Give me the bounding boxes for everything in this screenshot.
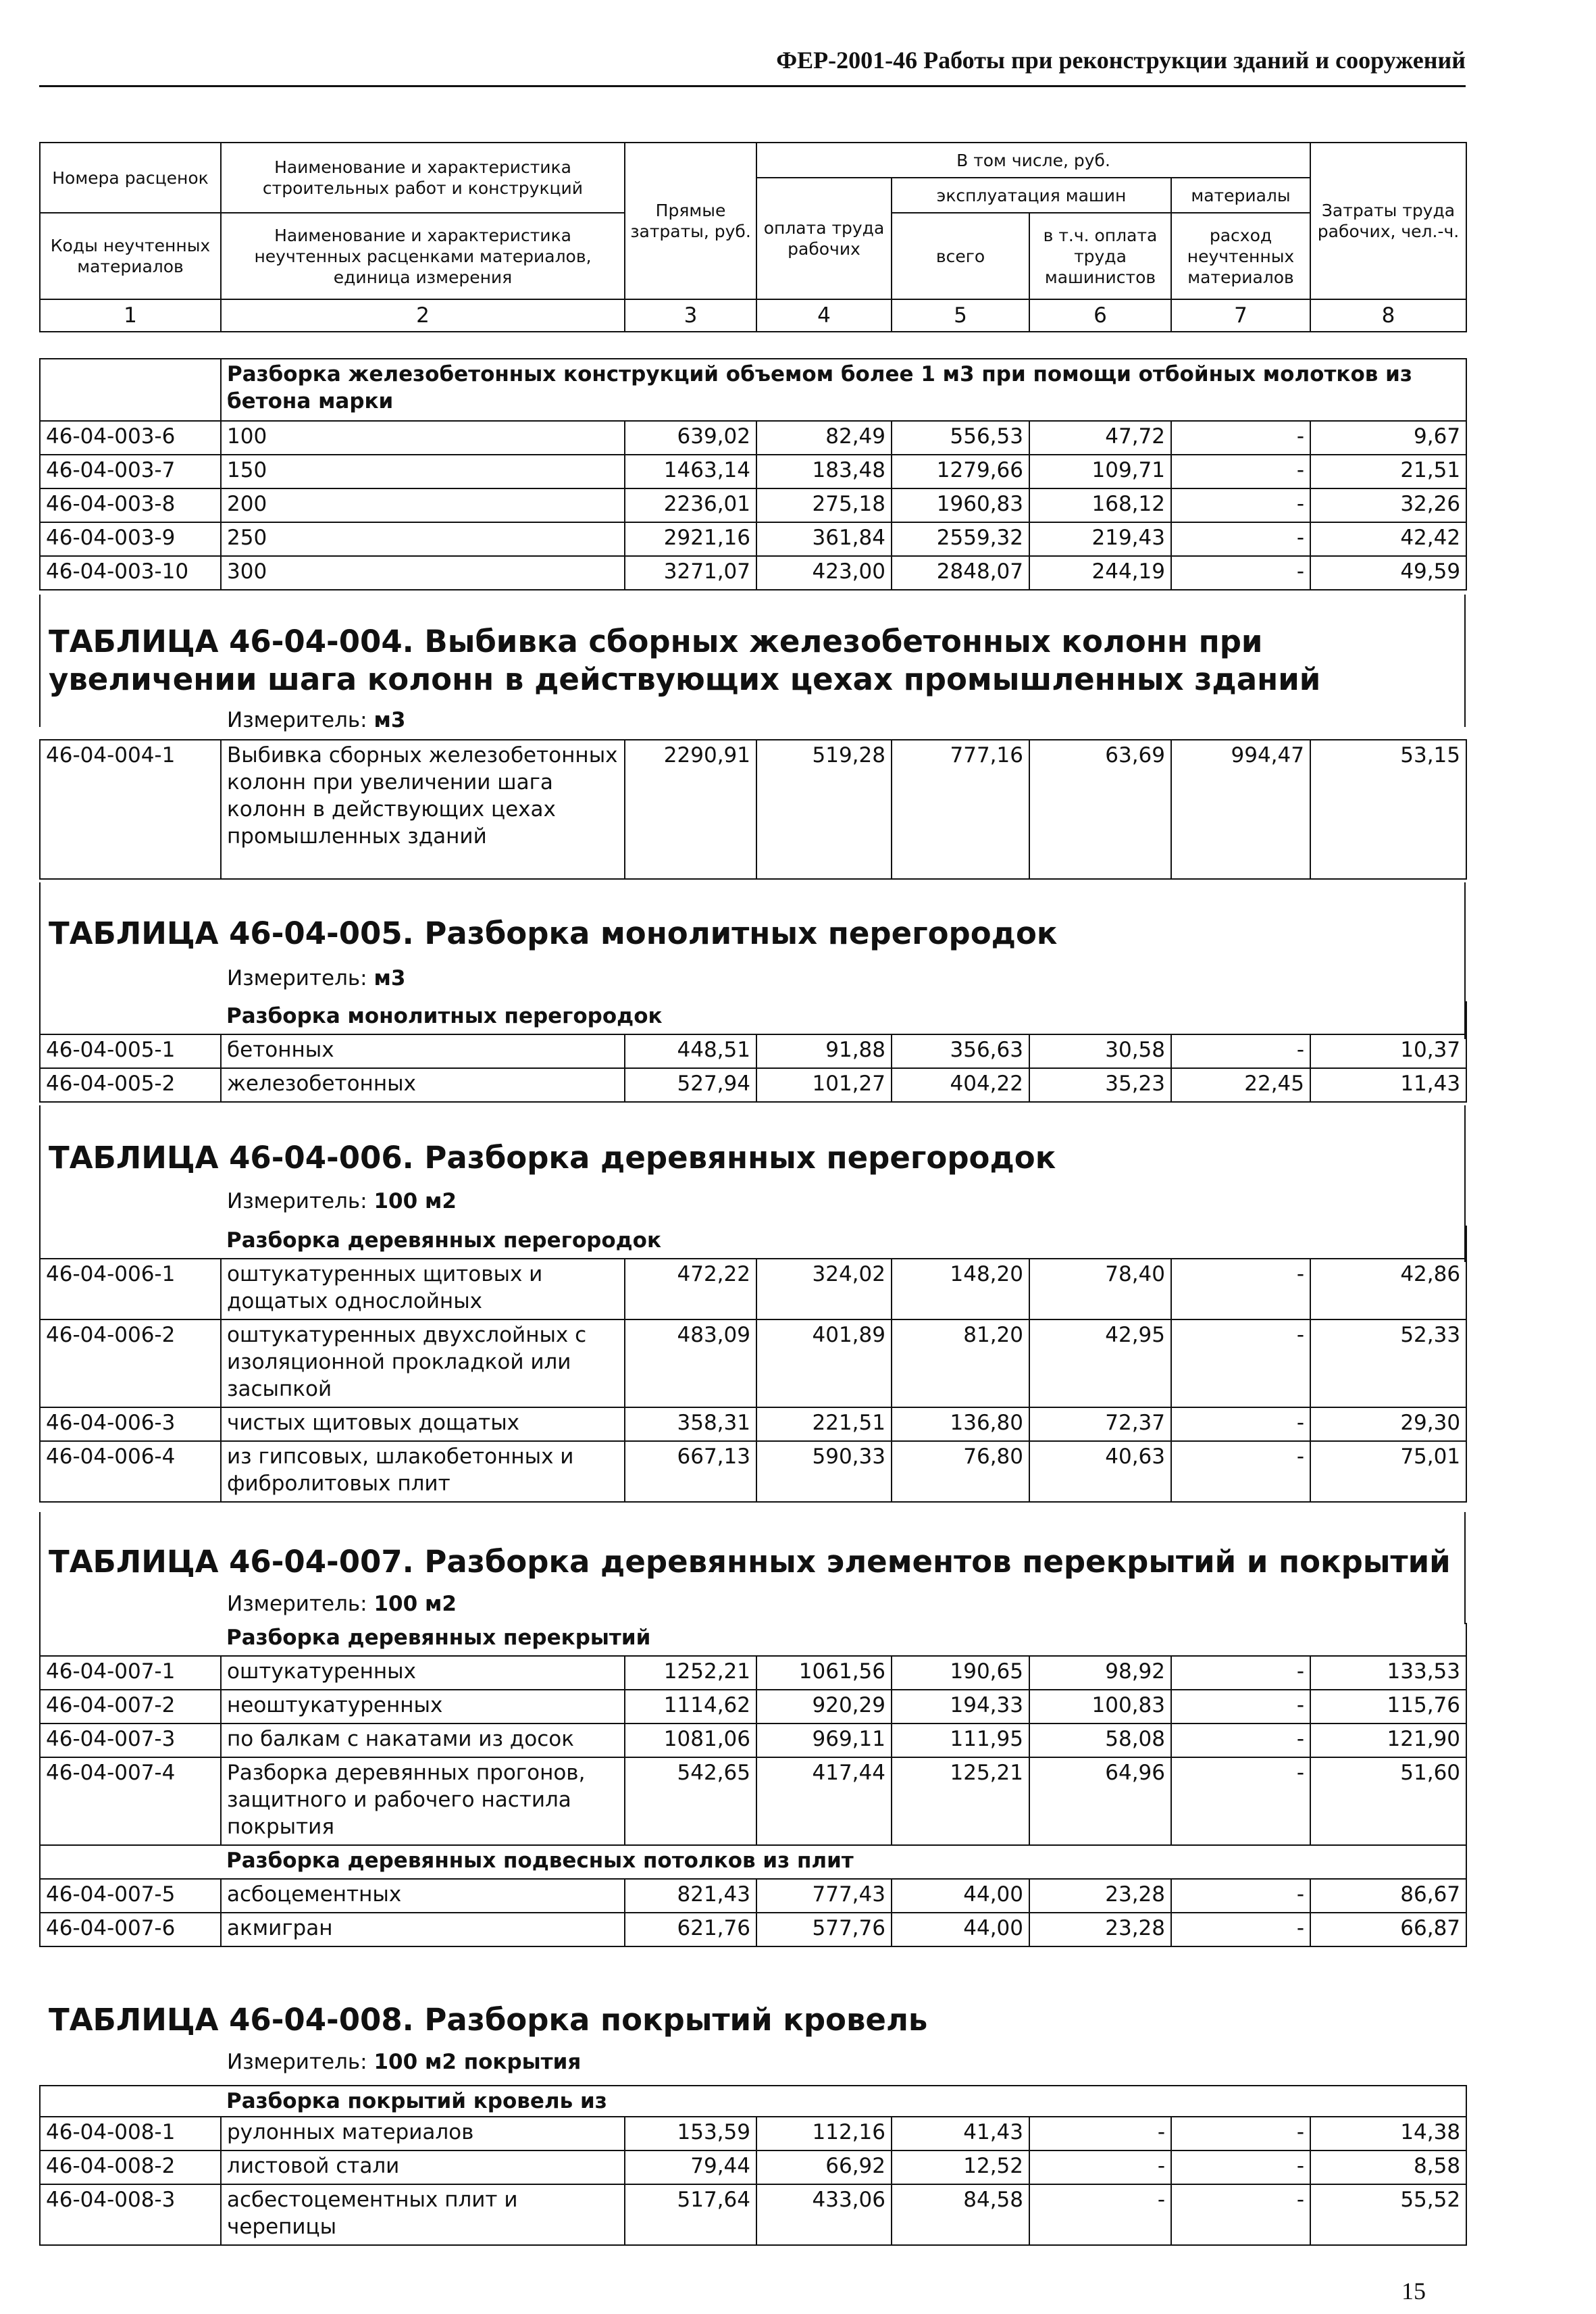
labor-pay-value: 82,49 — [756, 421, 892, 455]
machinists-pay-value: 35,23 — [1029, 1068, 1171, 1102]
rate-name: акмигран — [221, 1913, 625, 1946]
header-unaccounted-name: Наименование и характеристика неучтенных расценками материалов, единица измерения — [221, 213, 625, 299]
rate-name: оштукатуренных щитовых и дощатых однослойных — [221, 1259, 625, 1319]
direct-costs-value: 1252,21 — [625, 1656, 756, 1690]
direct-costs-value: 153,59 — [625, 2117, 756, 2150]
table-row — [40, 1724, 1466, 1757]
materials-value: - — [1171, 1913, 1310, 1946]
table-008 — [39, 2085, 1467, 2246]
unit-label: Измеритель: — [227, 2050, 367, 2074]
table-005 — [39, 1001, 1467, 1103]
table-006-heading: ТАБЛИЦА 46-04-006. Разборка деревянных перегородок — [49, 1140, 1056, 1176]
table-005-heading: ТАБЛИЦА 46-04-005. Разборка монолитных перегородок — [49, 915, 1058, 951]
materials-value: - — [1171, 556, 1310, 590]
table-row — [40, 455, 1466, 488]
rate-code: 46-04-004-1 — [40, 740, 221, 879]
rate-code: 46-04-007-1 — [40, 1656, 221, 1690]
unit-value: 100 м2 — [374, 1189, 457, 1213]
rate-name: неоштукатуренных — [221, 1690, 625, 1724]
labor-pay-value: 324,02 — [756, 1259, 892, 1319]
rate-name: 200 — [221, 488, 625, 522]
labor-hours-value: 121,90 — [1310, 1724, 1466, 1757]
rate-name: оштукатуренных двухслойных с изоляционной прокладкой или засыпкой — [221, 1319, 625, 1407]
header-rate-numbers: Номера расценок — [40, 143, 221, 213]
materials-value: - — [1171, 455, 1310, 488]
materials-value: - — [1171, 1724, 1310, 1757]
direct-costs-value: 448,51 — [625, 1034, 756, 1068]
materials-value: - — [1171, 1656, 1310, 1690]
labor-hours-value: 53,15 — [1310, 740, 1466, 879]
machines-total-value: 356,63 — [892, 1034, 1029, 1068]
frame-line — [1464, 1512, 1466, 1624]
machines-total-value: 2848,07 — [892, 556, 1029, 590]
rate-code: 46-04-007-6 — [40, 1913, 221, 1946]
machinists-pay-value: 23,28 — [1029, 1879, 1171, 1913]
header-unaccounted-codes: Коды неучтенных материалов — [40, 213, 221, 299]
rate-name: рулонных материалов — [221, 2117, 625, 2150]
labor-pay-value: 91,88 — [756, 1034, 892, 1068]
labor-pay-value: 275,18 — [756, 488, 892, 522]
table-row — [40, 740, 1466, 879]
table-004-heading: ТАБЛИЦА 46-04-004. Выбивка сборных железобетонных колонн при увеличении шага колонн в действующих цехах промышленных зданий — [49, 624, 1321, 697]
rate-code: 46-04-003-8 — [40, 488, 221, 522]
rate-code: 46-04-005-2 — [40, 1068, 221, 1102]
table-row — [40, 1407, 1466, 1441]
labor-pay-value: 221,51 — [756, 1407, 892, 1441]
rate-code: 46-04-003-9 — [40, 522, 221, 556]
machinists-pay-value: 42,95 — [1029, 1319, 1171, 1407]
table-row — [40, 2117, 1466, 2150]
header-machinist-pay: в т.ч. оплата труда машинистов — [1029, 213, 1171, 299]
table-008-heading: ТАБЛИЦА 46-04-008. Разборка покрытий кровель — [49, 2002, 928, 2038]
labor-hours-value: 55,52 — [1310, 2184, 1466, 2245]
machines-total-value: 84,58 — [892, 2184, 1029, 2245]
column-number: 7 — [1171, 299, 1310, 332]
labor-hours-value: 49,59 — [1310, 556, 1466, 590]
labor-hours-value: 8,58 — [1310, 2150, 1466, 2184]
machinists-pay-value: 47,72 — [1029, 421, 1171, 455]
unit-value: 100 м2 покрытия — [374, 2050, 582, 2074]
labor-hours-value: 29,30 — [1310, 1407, 1466, 1441]
rate-code: 46-04-007-5 — [40, 1879, 221, 1913]
direct-costs-value: 1114,62 — [625, 1690, 756, 1724]
machinists-pay-value: 40,63 — [1029, 1441, 1171, 1502]
direct-costs-value: 821,43 — [625, 1879, 756, 1913]
machines-total-value: 556,53 — [892, 421, 1029, 455]
table-row — [40, 421, 1466, 455]
rate-code: 46-04-008-2 — [40, 2150, 221, 2184]
table-row — [40, 1690, 1466, 1724]
column-number: 8 — [1310, 299, 1466, 332]
table-row — [40, 1259, 1466, 1319]
table-row — [40, 1656, 1466, 1690]
labor-pay-value: 423,00 — [756, 556, 892, 590]
section-003-title: Разборка железобетонных конструкций объемом более 1 м3 при помощи отбойных молотков из бетона марки — [221, 359, 1466, 421]
column-number: 6 — [1029, 299, 1171, 332]
table-row — [40, 1034, 1466, 1068]
unit-value: м3 — [374, 708, 406, 732]
header-labor-costs: Затраты труда рабочих, чел.-ч. — [1310, 143, 1466, 299]
labor-pay-value: 401,89 — [756, 1319, 892, 1407]
labor-pay-value: 920,29 — [756, 1690, 892, 1724]
materials-value: - — [1171, 1879, 1310, 1913]
rate-code: 46-04-003-7 — [40, 455, 221, 488]
machines-total-value: 111,95 — [892, 1724, 1029, 1757]
machinists-pay-value: 63,69 — [1029, 740, 1171, 879]
rate-name: 250 — [221, 522, 625, 556]
table-row — [40, 556, 1466, 590]
machinists-pay-value: 109,71 — [1029, 455, 1171, 488]
labor-hours-value: 52,33 — [1310, 1319, 1466, 1407]
machinists-pay-value: - — [1029, 2184, 1171, 2245]
column-number: 1 — [40, 299, 221, 332]
rate-name: Выбивка сборных железобетонных колонн при увеличении шага колонн в действующих цехах промышленных зданий — [221, 740, 625, 879]
materials-value: - — [1171, 1034, 1310, 1068]
labor-hours-value: 21,51 — [1310, 455, 1466, 488]
frame-line — [1464, 595, 1466, 727]
direct-costs-value: 79,44 — [625, 2150, 756, 2184]
rate-code: 46-04-003-6 — [40, 421, 221, 455]
machinists-pay-value: 72,37 — [1029, 1407, 1171, 1441]
rate-code: 46-04-007-3 — [40, 1724, 221, 1757]
rate-name: из гипсовых, шлакобетонных и фибролитовых плит — [221, 1441, 625, 1502]
machinists-pay-value: 23,28 — [1029, 1913, 1171, 1946]
table-row — [40, 522, 1466, 556]
column-number: 3 — [625, 299, 756, 332]
machinists-pay-value: 168,12 — [1029, 488, 1171, 522]
rate-name: листовой стали — [221, 2150, 625, 2184]
labor-hours-value: 133,53 — [1310, 1656, 1466, 1690]
machinists-pay-value: - — [1029, 2117, 1171, 2150]
rate-name: бетонных — [221, 1034, 625, 1068]
direct-costs-value: 1463,14 — [625, 455, 756, 488]
labor-pay-value: 433,06 — [756, 2184, 892, 2245]
machines-total-value: 44,00 — [892, 1879, 1029, 1913]
rate-name: асбестоцементных плит и черепицы — [221, 2184, 625, 2245]
materials-value: - — [1171, 1690, 1310, 1724]
header-rule — [39, 85, 1466, 87]
header-labor-pay: оплата труда рабочих — [756, 178, 892, 299]
table-row — [40, 2150, 1466, 2184]
labor-hours-value: 115,76 — [1310, 1690, 1466, 1724]
unit-value: 100 м2 — [374, 1592, 457, 1616]
direct-costs-value: 667,13 — [625, 1441, 756, 1502]
labor-hours-value: 14,38 — [1310, 2117, 1466, 2150]
direct-costs-value: 639,02 — [625, 421, 756, 455]
labor-pay-value: 417,44 — [756, 1757, 892, 1845]
direct-costs-value: 472,22 — [625, 1259, 756, 1319]
table-row — [40, 1757, 1466, 1845]
frame-line — [39, 1512, 41, 1624]
table-006 — [39, 1226, 1467, 1503]
direct-costs-value: 2236,01 — [625, 488, 756, 522]
unit-label: Измеритель: — [227, 1592, 367, 1616]
table-row — [40, 1068, 1466, 1102]
table-007-heading: ТАБЛИЦА 46-04-007. Разборка деревянных элементов перекрытий и покрытий — [49, 1544, 1451, 1580]
rate-name: 300 — [221, 556, 625, 590]
column-number: 5 — [892, 299, 1029, 332]
rate-code: 46-04-005-1 — [40, 1034, 221, 1068]
labor-pay-value: 361,84 — [756, 522, 892, 556]
machines-total-value: 76,80 — [892, 1441, 1029, 1502]
machines-total-value: 148,20 — [892, 1259, 1029, 1319]
machines-total-value: 2559,32 — [892, 522, 1029, 556]
materials-value: 22,45 — [1171, 1068, 1310, 1102]
materials-value: - — [1171, 2117, 1310, 2150]
labor-hours-value: 42,42 — [1310, 522, 1466, 556]
labor-pay-value: 777,43 — [756, 1879, 892, 1913]
rate-code: 46-04-006-3 — [40, 1407, 221, 1441]
table-row — [40, 488, 1466, 522]
machinists-pay-value: 219,43 — [1029, 522, 1171, 556]
labor-pay-value: 66,92 — [756, 2150, 892, 2184]
direct-costs-value: 3271,07 — [625, 556, 756, 590]
header-including: В том числе, руб. — [756, 143, 1310, 178]
header-direct-costs: Прямые затраты, руб. — [625, 143, 756, 299]
labor-pay-value: 1061,56 — [756, 1656, 892, 1690]
labor-pay-value: 101,27 — [756, 1068, 892, 1102]
materials-value: - — [1171, 488, 1310, 522]
machinists-pay-value: 98,92 — [1029, 1656, 1171, 1690]
machinists-pay-value: 100,83 — [1029, 1690, 1171, 1724]
labor-hours-value: 11,43 — [1310, 1068, 1466, 1102]
direct-costs-value: 358,31 — [625, 1407, 756, 1441]
table-007-subheading: Разборка деревянных перекрытий — [221, 1623, 1466, 1656]
rate-code: 46-04-008-3 — [40, 2184, 221, 2245]
machines-total-value: 404,22 — [892, 1068, 1029, 1102]
labor-pay-value: 590,33 — [756, 1441, 892, 1502]
labor-hours-value: 9,67 — [1310, 421, 1466, 455]
rate-name: железобетонных — [221, 1068, 625, 1102]
table-008-unit — [227, 2050, 581, 2074]
table-004-unit — [227, 708, 405, 732]
table-row — [40, 1319, 1466, 1407]
column-number: 2 — [221, 299, 625, 332]
materials-value: 994,47 — [1171, 740, 1310, 879]
rate-name: 100 — [221, 421, 625, 455]
labor-hours-value: 51,60 — [1310, 1757, 1466, 1845]
materials-value: - — [1171, 1319, 1310, 1407]
column-number: 4 — [756, 299, 892, 332]
table-row — [40, 1441, 1466, 1502]
materials-value: - — [1171, 1757, 1310, 1845]
direct-costs-value: 483,09 — [625, 1319, 756, 1407]
header-machine-operation: эксплуатация машин — [892, 178, 1171, 213]
labor-hours-value: 75,01 — [1310, 1441, 1466, 1502]
column-header-table — [39, 142, 1467, 332]
table-006-unit — [227, 1189, 457, 1213]
table-004 — [39, 739, 1467, 880]
labor-pay-value: 183,48 — [756, 455, 892, 488]
labor-pay-value: 519,28 — [756, 740, 892, 879]
rate-code: 46-04-007-4 — [40, 1757, 221, 1845]
machines-total-value: 44,00 — [892, 1913, 1029, 1946]
labor-hours-value: 42,86 — [1310, 1259, 1466, 1319]
table-007 — [39, 1623, 1467, 1947]
table-row — [40, 2184, 1466, 2245]
direct-costs-value: 1081,06 — [625, 1724, 756, 1757]
unit-label: Измеритель: — [227, 966, 367, 990]
header-unaccounted-consumption: расход неучтенных материалов — [1171, 213, 1310, 299]
rate-code: 46-04-006-2 — [40, 1319, 221, 1407]
materials-value: - — [1171, 522, 1310, 556]
materials-value: - — [1171, 1259, 1310, 1319]
section-003-table — [39, 358, 1467, 590]
labor-hours-value: 66,87 — [1310, 1913, 1466, 1946]
machines-total-value: 81,20 — [892, 1319, 1029, 1407]
table-row — [40, 1913, 1466, 1946]
machinists-pay-value: - — [1029, 2150, 1171, 2184]
labor-pay-value: 969,11 — [756, 1724, 892, 1757]
labor-hours-value: 86,67 — [1310, 1879, 1466, 1913]
unit-value: м3 — [374, 966, 406, 990]
machines-total-value: 1279,66 — [892, 455, 1029, 488]
direct-costs-value: 621,76 — [625, 1913, 756, 1946]
machines-total-value: 136,80 — [892, 1407, 1029, 1441]
machines-total-value: 1960,83 — [892, 488, 1029, 522]
machines-total-value: 777,16 — [892, 740, 1029, 879]
table-006-subheading: Разборка деревянных перегородок — [221, 1226, 1466, 1259]
materials-value: - — [1171, 2150, 1310, 2184]
rate-code: 46-04-003-10 — [40, 556, 221, 590]
rate-name: 150 — [221, 455, 625, 488]
machinists-pay-value: 30,58 — [1029, 1034, 1171, 1068]
machines-total-value: 194,33 — [892, 1690, 1029, 1724]
header-materials: материалы — [1171, 178, 1310, 213]
labor-pay-value: 577,76 — [756, 1913, 892, 1946]
unit-label: Измеритель: — [227, 1189, 367, 1213]
direct-costs-value: 2921,16 — [625, 522, 756, 556]
machines-total-value: 41,43 — [892, 2117, 1029, 2150]
machinists-pay-value: 244,19 — [1029, 556, 1171, 590]
rate-name: Разборка деревянных прогонов, защитного и рабочего настила покрытия — [221, 1757, 625, 1845]
header-total: всего — [892, 213, 1029, 299]
machinists-pay-value: 58,08 — [1029, 1724, 1171, 1757]
labor-pay-value: 112,16 — [756, 2117, 892, 2150]
machinists-pay-value: 78,40 — [1029, 1259, 1171, 1319]
frame-line — [39, 595, 41, 727]
rate-name: по балкам с накатами из досок — [221, 1724, 625, 1757]
rate-name: асбоцементных — [221, 1879, 625, 1913]
direct-costs-value: 517,64 — [625, 2184, 756, 2245]
materials-value: - — [1171, 1441, 1310, 1502]
rate-code: 46-04-008-1 — [40, 2117, 221, 2150]
direct-costs-value: 2290,91 — [625, 740, 756, 879]
machines-total-value: 12,52 — [892, 2150, 1029, 2184]
rate-code: 46-04-007-2 — [40, 1690, 221, 1724]
labor-hours-value: 32,26 — [1310, 488, 1466, 522]
header-work-name: Наименование и характеристика строительных работ и конструкций — [221, 143, 625, 213]
rate-code: 46-04-006-4 — [40, 1441, 221, 1502]
unit-label: Измеритель: — [227, 708, 367, 732]
machines-total-value: 190,65 — [892, 1656, 1029, 1690]
materials-value: - — [1171, 2184, 1310, 2245]
rate-code: 46-04-006-1 — [40, 1259, 221, 1319]
machinists-pay-value: 64,96 — [1029, 1757, 1171, 1845]
direct-costs-value: 527,94 — [625, 1068, 756, 1102]
rate-name: оштукатуренных — [221, 1656, 625, 1690]
materials-value: - — [1171, 421, 1310, 455]
table-008-subheading: Разборка покрытий кровель из — [221, 2086, 1466, 2117]
table-007-unit — [227, 1592, 457, 1616]
materials-value: - — [1171, 1407, 1310, 1441]
rate-name: чистых щитовых дощатых — [221, 1407, 625, 1441]
table-row — [40, 1879, 1466, 1913]
direct-costs-value: 542,65 — [625, 1757, 756, 1845]
table-005-subheading: Разборка монолитных перегородок — [221, 1001, 1466, 1034]
machines-total-value: 125,21 — [892, 1757, 1029, 1845]
table-005-unit — [227, 966, 405, 990]
table-007-subheading-2: Разборка деревянных подвесных потолков из плит — [221, 1845, 1466, 1879]
running-header: ФЕР-2001-46 Работы при реконструкции зданий и сооружений — [776, 47, 1466, 74]
labor-hours-value: 10,37 — [1310, 1034, 1466, 1068]
page-number: 15 — [1401, 2278, 1426, 2305]
